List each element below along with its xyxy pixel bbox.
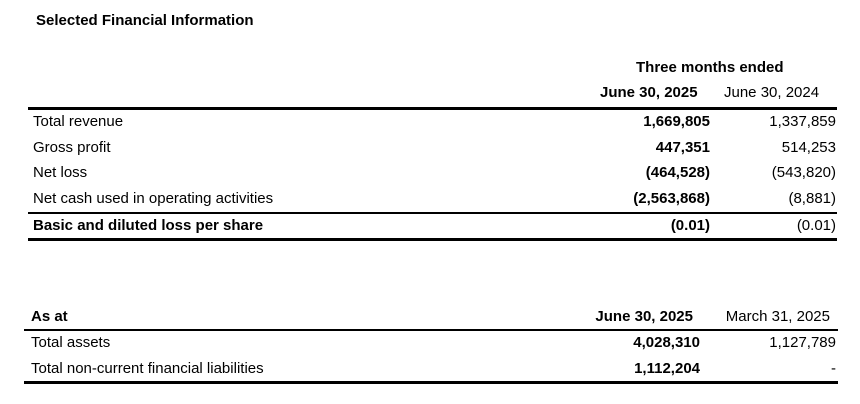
col-header-current: June 30, 2025 xyxy=(595,308,693,325)
row-value-current: (2,563,868) xyxy=(633,190,710,207)
row-value-prior: - xyxy=(831,360,836,377)
row-value-prior: (0.01) xyxy=(796,217,836,234)
row-value-current: (464,528) xyxy=(645,164,710,181)
period-header: Three months ended xyxy=(636,59,784,76)
row-label: Net cash used in operating activities xyxy=(33,190,274,207)
row-value-current: 4,028,310 xyxy=(633,334,700,351)
section-title: Selected Financial Information xyxy=(36,12,254,29)
row-value-prior: 1,127,789 xyxy=(769,334,836,351)
row-value-prior: (543,820) xyxy=(771,164,836,181)
row-label: Gross profit xyxy=(33,139,111,156)
table-bottom-rule xyxy=(24,381,838,384)
row-label: Total revenue xyxy=(33,113,124,130)
col-header-prior: June 30, 2024 xyxy=(724,84,820,101)
row-value-current: (0.01) xyxy=(670,217,710,234)
row-label: Total assets xyxy=(31,334,111,351)
row-value-current: 1,112,204 xyxy=(634,360,700,377)
as-at-header: As at xyxy=(31,308,68,325)
col-header-prior: March 31, 2025 xyxy=(725,308,830,325)
row-value-current: 1,669,805 xyxy=(643,113,710,130)
row-label: Net loss xyxy=(33,164,88,181)
row-label: Total non-current financial liabilities xyxy=(31,360,264,377)
row-value-prior: (8,881) xyxy=(788,190,836,207)
table-bottom-rule xyxy=(28,238,837,241)
row-value-current: 447,351 xyxy=(655,139,710,156)
col-header-current: June 30, 2025 xyxy=(600,84,698,101)
row-value-prior: 1,337,859 xyxy=(769,113,836,130)
row-label: Basic and diluted loss per share xyxy=(33,217,264,234)
row-value-prior: 514,253 xyxy=(781,139,836,156)
